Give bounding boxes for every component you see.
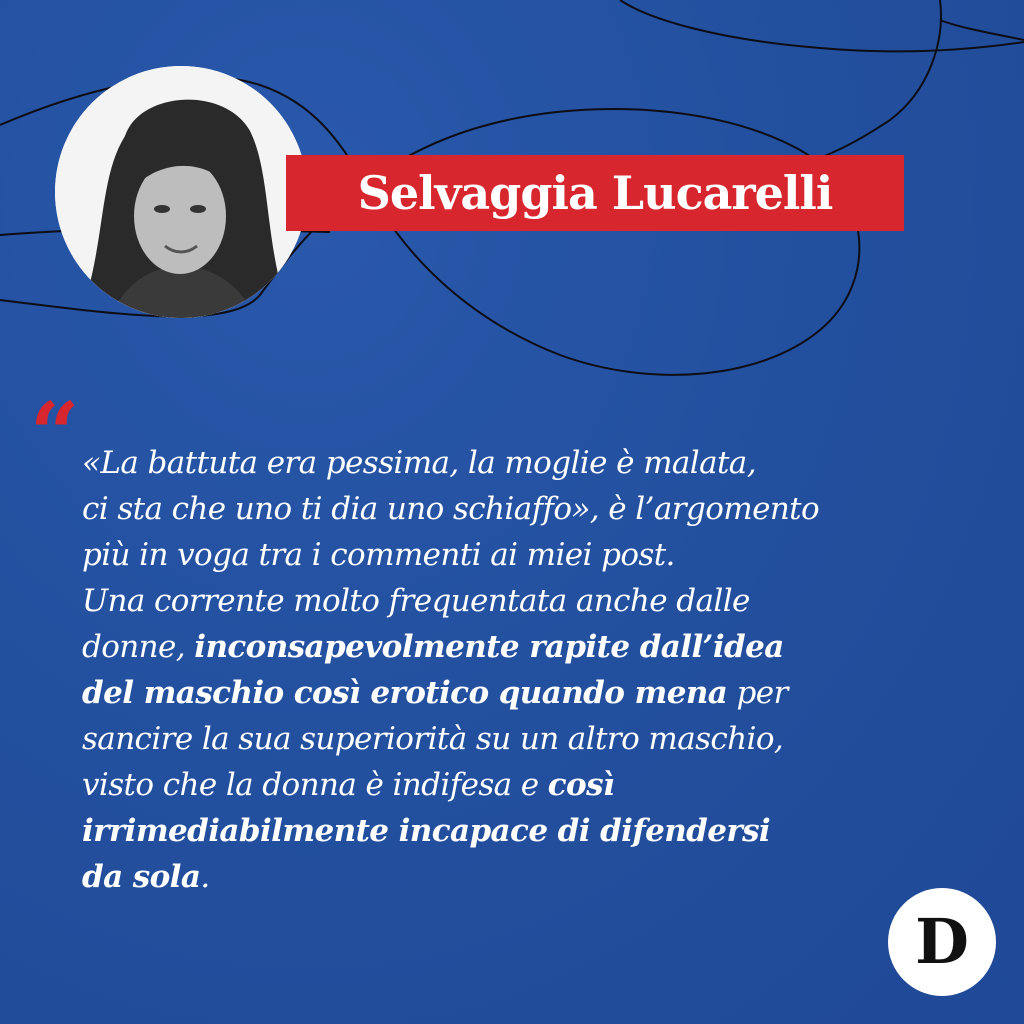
author-portrait [55, 66, 307, 318]
quote-emphasis: inconsapevolmente rapite dall’idea [194, 629, 784, 665]
quote-emphasis: così [547, 767, 615, 803]
quote-line [82, 486, 982, 532]
quote-segment: visto che la donna è indifesa e [82, 767, 548, 803]
quote-text [82, 440, 982, 900]
quote-segment: per [727, 675, 788, 711]
quote-line [82, 808, 982, 854]
quote-line [82, 762, 982, 808]
quote-emphasis: del maschio così erotico quando mena [82, 675, 728, 711]
quote-line [82, 854, 982, 900]
quote-line [82, 670, 982, 716]
quote-segment: . [200, 859, 210, 895]
quote-segment: Una corrente molto frequentata anche dalle [82, 583, 750, 619]
quote-line [82, 532, 982, 578]
quote-segment: «La battuta era pessima, la moglie è malata, [82, 445, 756, 481]
quote-segment: più in voga tra i commenti ai miei post. [82, 537, 675, 573]
publisher-logo [888, 888, 996, 996]
author-name-banner [286, 155, 904, 231]
quote-line [82, 440, 982, 486]
quote-emphasis: irrimediabilmente incapace di difendersi [82, 813, 771, 849]
quote-line [82, 578, 982, 624]
quote-line [82, 716, 982, 762]
logo-letter: D [915, 905, 969, 978]
author-name: Selvaggia Lucarelli [357, 166, 833, 220]
quote-line [82, 624, 982, 670]
opening-quote-mark: “ [30, 384, 80, 485]
author-avatar [55, 66, 307, 318]
quote-segment: ci sta che uno ti dia uno schiaffo», è l’argomento [82, 491, 820, 527]
quote-segment: donne, [82, 629, 195, 665]
quote-emphasis: da sola [82, 859, 201, 895]
quote-segment: sancire la sua superiorità su un altro maschio, [82, 721, 784, 757]
